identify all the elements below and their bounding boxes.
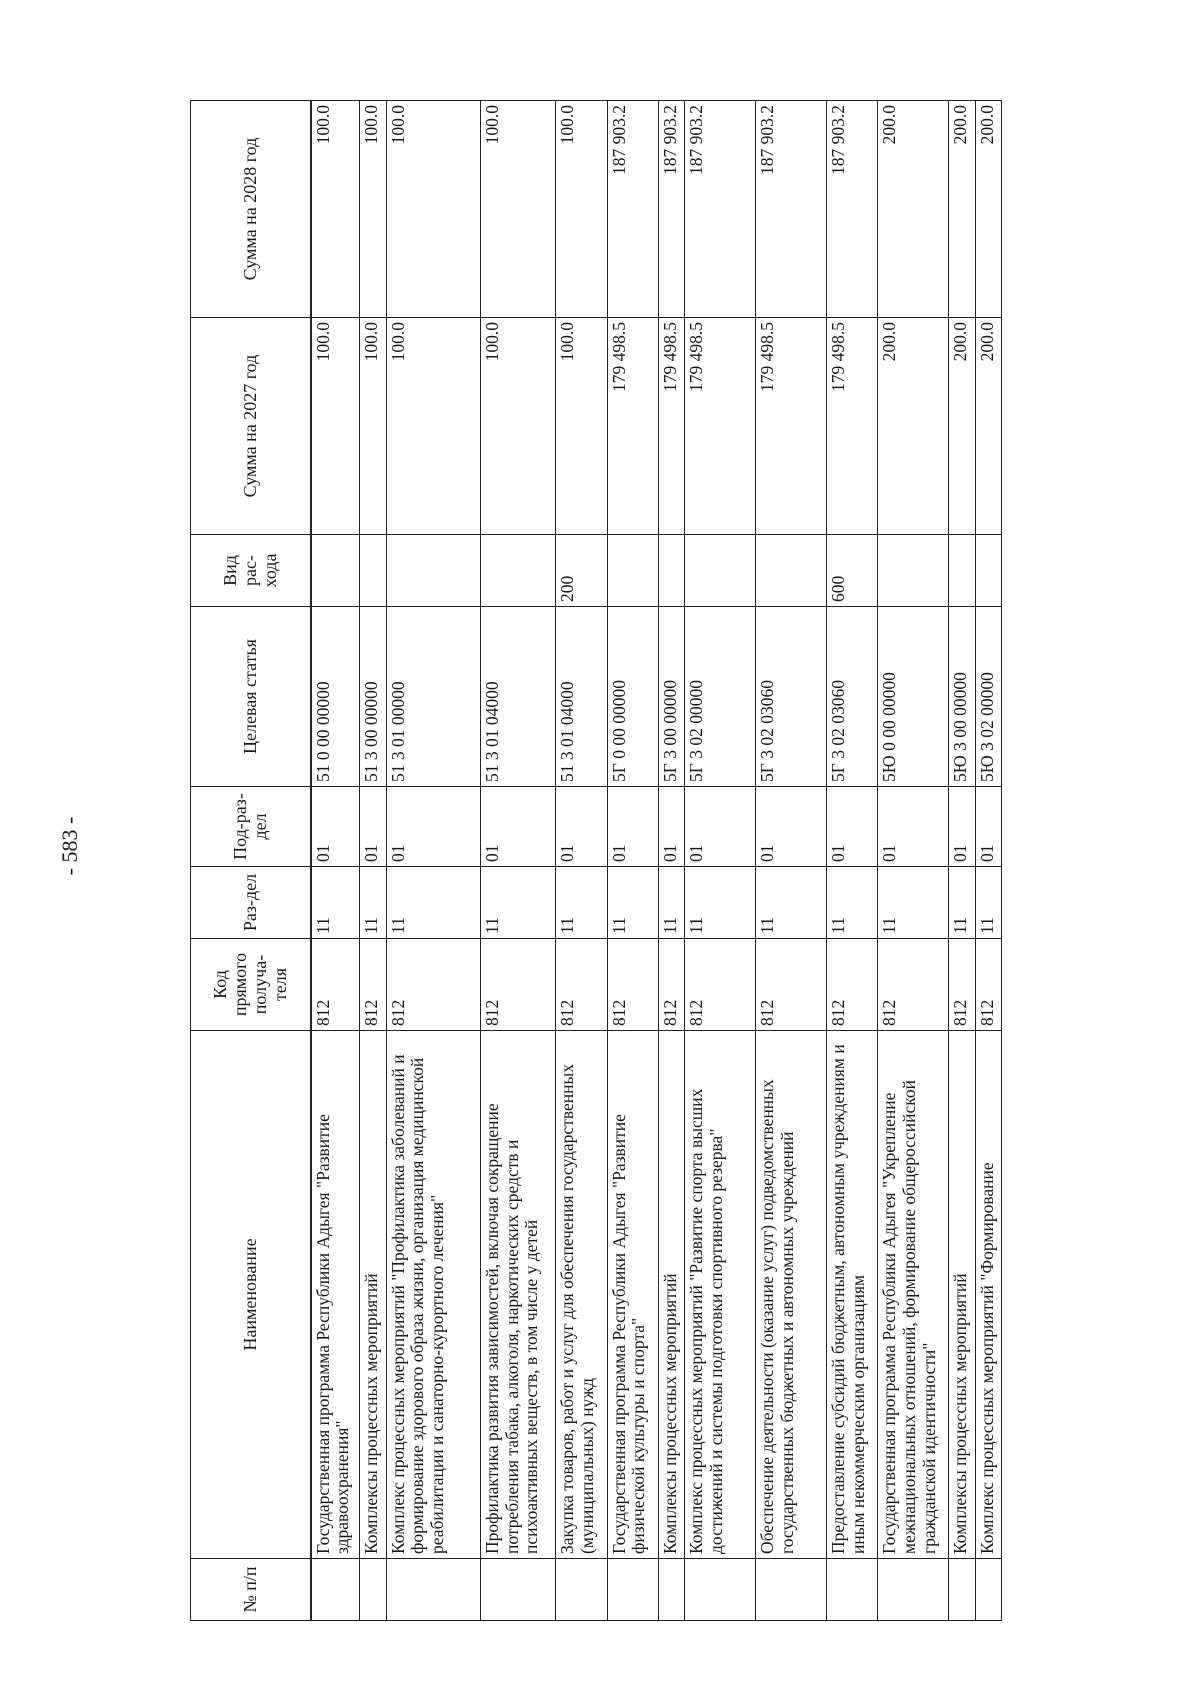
cell-exptype (685, 535, 756, 607)
cell-name: Государственная программа Республики Адыгея "Укрепление межнациональных отношений, формирование общероссийской гражданской идентичности" (878, 1031, 949, 1559)
cell-sum2028: 187 903.2 (685, 101, 756, 318)
cell-exptype (878, 535, 949, 607)
cell-recipient: 812 (607, 939, 658, 1031)
cell-target: 5Ю 3 00 00000 (949, 607, 975, 787)
cell-subsection: 01 (659, 787, 685, 867)
cell-exptype (975, 535, 1001, 607)
cell-sum2028: 200.0 (949, 101, 975, 318)
table-header-row (191, 101, 311, 1621)
cell-exptype (481, 535, 556, 607)
table-row (481, 101, 556, 1621)
header-exptype: Вид рас-хода (191, 535, 311, 607)
cell-sum2027: 179 498.5 (685, 318, 756, 535)
cell-recipient: 812 (386, 939, 480, 1031)
cell-recipient: 812 (311, 939, 360, 1031)
cell-sum2027: 179 498.5 (826, 318, 877, 535)
cell-sum2027: 100.0 (556, 318, 607, 535)
table-row (311, 101, 360, 1621)
cell-name: Государственная программа Республики Адыгея "Развитие здравоохранения" (311, 1031, 360, 1559)
cell-target: 51 3 01 00000 (386, 607, 480, 787)
cell-recipient: 812 (949, 939, 975, 1031)
cell-idx (311, 1559, 360, 1621)
table-row (607, 101, 658, 1621)
cell-section: 11 (756, 867, 827, 939)
cell-subsection: 01 (685, 787, 756, 867)
cell-idx (659, 1559, 685, 1621)
cell-recipient: 812 (975, 939, 1001, 1031)
cell-subsection: 01 (311, 787, 360, 867)
cell-name: Государственная программа Республики Адыгея "Развитие физической культуры и спорта" (607, 1031, 658, 1559)
cell-recipient: 812 (878, 939, 949, 1031)
cell-target: 5Г 3 02 00000 (685, 607, 756, 787)
cell-name: Комплекс процессных мероприятий "Развитие спорта высших достижений и системы подготовки спортивного резерва" (685, 1031, 756, 1559)
table-row (878, 101, 949, 1621)
cell-sum2028: 200.0 (975, 101, 1001, 318)
cell-sum2027: 200.0 (975, 318, 1001, 535)
table-row (360, 101, 386, 1621)
cell-idx (756, 1559, 827, 1621)
cell-exptype (311, 535, 360, 607)
cell-name: Комплексы процессных мероприятий (659, 1031, 685, 1559)
cell-sum2028: 100.0 (311, 101, 360, 318)
cell-sum2028: 187 903.2 (659, 101, 685, 318)
cell-target: 5Г 0 00 00000 (607, 607, 658, 787)
budget-table-container (190, 101, 1002, 1621)
cell-sum2028: 100.0 (481, 101, 556, 318)
cell-sum2028: 100.0 (556, 101, 607, 318)
cell-sum2027: 100.0 (386, 318, 480, 535)
cell-target: 51 3 00 00000 (360, 607, 386, 787)
cell-idx (685, 1559, 756, 1621)
cell-recipient: 812 (826, 939, 877, 1031)
cell-section: 11 (685, 867, 756, 939)
cell-name: Комплексы процессных мероприятий (360, 1031, 386, 1559)
cell-name: Закупка товаров, работ и услуг для обеспечения государственных (муниципальных) нужд (556, 1031, 607, 1559)
cell-exptype (607, 535, 658, 607)
cell-sum2027: 179 498.5 (659, 318, 685, 535)
cell-sum2027: 200.0 (878, 318, 949, 535)
cell-exptype (756, 535, 827, 607)
header-section: Раз-дел (191, 867, 311, 939)
cell-section: 11 (949, 867, 975, 939)
cell-target: 5Г 3 02 03060 (826, 607, 877, 787)
table-row (659, 101, 685, 1621)
budget-table (190, 100, 1002, 1621)
cell-target: 5Г 3 02 03060 (756, 607, 827, 787)
cell-sum2027: 100.0 (311, 318, 360, 535)
cell-idx (975, 1559, 1001, 1621)
cell-subsection: 01 (826, 787, 877, 867)
table-row (685, 101, 756, 1621)
cell-subsection: 01 (481, 787, 556, 867)
cell-exptype: 200 (556, 535, 607, 607)
cell-sum2028: 200.0 (878, 101, 949, 318)
cell-recipient: 812 (685, 939, 756, 1031)
cell-section: 11 (556, 867, 607, 939)
cell-section: 11 (386, 867, 480, 939)
cell-section: 11 (659, 867, 685, 939)
cell-exptype (386, 535, 480, 607)
cell-section: 11 (975, 867, 1001, 939)
cell-sum2027: 179 498.5 (756, 318, 827, 535)
cell-sum2028: 100.0 (386, 101, 480, 318)
cell-section: 11 (878, 867, 949, 939)
cell-name: Комплексы процессных мероприятий (949, 1031, 975, 1559)
table-row (949, 101, 975, 1621)
cell-section: 11 (607, 867, 658, 939)
cell-sum2028: 187 903.2 (607, 101, 658, 318)
cell-idx (878, 1559, 949, 1621)
cell-subsection: 01 (607, 787, 658, 867)
cell-recipient: 812 (481, 939, 556, 1031)
cell-recipient: 812 (360, 939, 386, 1031)
cell-exptype (360, 535, 386, 607)
header-target: Целевая статья (191, 607, 311, 787)
header-sum2028: Сумма на 2028 год (191, 101, 311, 318)
table-row (756, 101, 827, 1621)
cell-sum2027: 179 498.5 (607, 318, 658, 535)
header-recipient: Код прямого получа-теля (191, 939, 311, 1031)
cell-idx (607, 1559, 658, 1621)
table-row (386, 101, 480, 1621)
table-row (975, 101, 1001, 1621)
cell-sum2027: 100.0 (481, 318, 556, 535)
cell-exptype (949, 535, 975, 607)
cell-subsection: 01 (360, 787, 386, 867)
cell-name: Комплекс процессных мероприятий "Профилактика заболеваний и формирование здорового образа жизни, организация медицинской реабилитации и санаторно-курортного лечения" (386, 1031, 480, 1559)
cell-target: 5Г 3 00 00000 (659, 607, 685, 787)
cell-sum2027: 100.0 (360, 318, 386, 535)
cell-idx (360, 1559, 386, 1621)
cell-name: Обеспечение деятельности (оказание услуг) подведомственных государственных бюджетных и автономных учреждений (756, 1031, 827, 1559)
table-row (556, 101, 607, 1621)
cell-section: 11 (311, 867, 360, 939)
cell-section: 11 (481, 867, 556, 939)
cell-sum2027: 200.0 (949, 318, 975, 535)
cell-recipient: 812 (659, 939, 685, 1031)
cell-subsection: 01 (949, 787, 975, 867)
cell-idx (949, 1559, 975, 1621)
cell-sum2028: 187 903.2 (756, 101, 827, 318)
cell-subsection: 01 (975, 787, 1001, 867)
page-number: - 583 - (57, 816, 82, 876)
cell-section: 11 (360, 867, 386, 939)
cell-name: Профилактика развития зависимостей, включая сокращение потребления табака, алкоголя, наркотических средств и психоактивных веществ, в том числе у детей (481, 1031, 556, 1559)
cell-recipient: 812 (556, 939, 607, 1031)
cell-target: 51 3 01 04000 (556, 607, 607, 787)
cell-section: 11 (826, 867, 877, 939)
header-idx: № п/п (191, 1559, 311, 1621)
cell-name: Предоставление субсидий бюджетным, автономным учреждениям и иным некоммерческим организациям (826, 1031, 877, 1559)
cell-idx (826, 1559, 877, 1621)
cell-name: Комплекс процессных мероприятий "Формирование (975, 1031, 1001, 1559)
cell-idx (556, 1559, 607, 1621)
cell-subsection: 01 (756, 787, 827, 867)
header-sum2027: Сумма на 2027 год (191, 318, 311, 535)
header-subsection: Под-раз-дел (191, 787, 311, 867)
cell-idx (386, 1559, 480, 1621)
cell-sum2028: 100.0 (360, 101, 386, 318)
cell-sum2028: 187 903.2 (826, 101, 877, 318)
cell-subsection: 01 (878, 787, 949, 867)
cell-exptype (659, 535, 685, 607)
cell-target: 51 0 00 00000 (311, 607, 360, 787)
cell-subsection: 01 (386, 787, 480, 867)
cell-target: 5Ю 0 00 00000 (878, 607, 949, 787)
cell-subsection: 01 (556, 787, 607, 867)
table-row (826, 101, 877, 1621)
cell-idx (481, 1559, 556, 1621)
cell-recipient: 812 (756, 939, 827, 1031)
cell-target: 5Ю 3 02 00000 (975, 607, 1001, 787)
cell-target: 51 3 01 04000 (481, 607, 556, 787)
cell-exptype: 600 (826, 535, 877, 607)
header-name: Наименование (191, 1031, 311, 1559)
